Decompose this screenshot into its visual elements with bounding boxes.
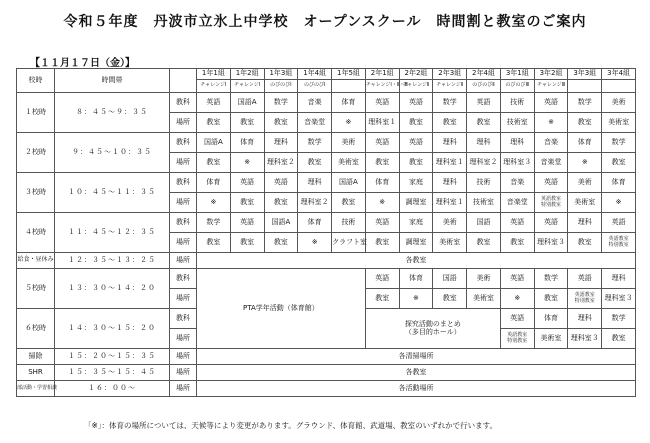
subject-cell: 美術 [467,269,501,289]
place-cell [534,193,568,213]
place-cell: 技術室 [500,113,534,133]
header-blank [170,69,197,93]
subject-cell: 理科 [602,269,636,289]
place-cell: ※ [399,289,433,309]
class-note: のびのびⅠ [264,80,298,93]
place-cell: 教室 [433,289,467,309]
subject-cell: 英語 [230,213,264,233]
place-cell: ※ [230,153,264,173]
subject-cell: 英語 [197,93,231,113]
class-header: 1年3組 [264,69,298,80]
place-cell: 教室 [399,113,433,133]
table-row [17,253,636,269]
club-time: １６：００～ [55,381,170,397]
row-label-place: 場所 [170,329,197,349]
row-label-place: 場所 [170,289,197,309]
shr-place: 各教室 [197,365,636,381]
subject-cell: 英語 [568,269,602,289]
class-header: 1年5組 [332,69,366,80]
subject-cell: 理科 [433,173,467,193]
subject-cell: 数学 [602,309,636,329]
place-line: 英語教室 [507,332,528,338]
subject-cell: 数学 [264,93,298,113]
class-header: 3年4組 [602,69,636,80]
place-cell: ※ [568,153,602,173]
place-line: 英語教室 [608,236,629,242]
subject-cell: 音楽 [298,93,332,113]
place-cell: 美術室 [433,233,467,253]
subject-cell: 英語 [534,173,568,193]
subject-cell: 美術 [332,133,366,153]
place-cell: 教室 [399,153,433,173]
place-cell: ※ [602,193,636,213]
lunch-time: １２：３５～１３：２５ [55,253,170,269]
row-label-subject: 教科 [170,93,197,113]
row-label-place: 場所 [170,381,197,397]
row-label-place: 場所 [170,233,197,253]
row-label-place: 場所 [170,253,197,269]
subject-cell: 数学 [433,93,467,113]
place-cell: クラフト室 [332,233,366,253]
date-label: 【１１月１７日（金）】 [30,58,135,69]
period-name: ３校時 [17,173,55,213]
header-time: 時間帯 [55,69,170,93]
table-row [17,381,636,397]
place-cell: 理科室２ [467,153,501,173]
place-cell: ※ [365,193,399,213]
cleaning-name: 掃除 [17,349,55,365]
class-note [602,80,636,93]
class-header: 3年1組 [500,69,534,80]
place-cell: 調理室 [399,193,433,213]
footnote: 「※」：体育の場所については、天候等により変更があります。グラウンド、体育館、武道場、教室のいずれかで行います。 [84,421,498,430]
place-cell: 理科室３ [534,233,568,253]
table-row [17,269,636,289]
subject-cell: 体育 [298,213,332,233]
period-name: ２校時 [17,133,55,173]
row-label-subject: 教科 [170,133,197,153]
pta-activity: PTA学年活動（体育館） [197,269,366,349]
subject-cell: 技術 [467,173,501,193]
class-header: 2年2組 [399,69,433,80]
subject-cell: 英語 [534,93,568,113]
subject-cell: 数学 [197,213,231,233]
table-row [17,213,636,233]
subject-cell: 家庭 [399,173,433,193]
class-header: 3年2組 [534,69,568,80]
place-cell: 教室 [230,113,264,133]
place-cell: 教室 [365,233,399,253]
place-cell: 教室 [197,113,231,133]
class-header: 1年1組 [197,69,231,80]
place-cell: 音楽堂 [500,193,534,213]
place-cell: 教室 [568,233,602,253]
subject-cell: 国語 [433,269,467,289]
subject-cell: 美術 [433,213,467,233]
place-cell [568,289,602,309]
row-label-subject: 教科 [170,173,197,193]
subject-cell: 音楽 [500,173,534,193]
subject-cell: 美術 [602,93,636,113]
subject-cell: 音楽 [534,133,568,153]
subject-cell: 英語 [399,93,433,113]
row-label-place: 場所 [170,193,197,213]
subject-cell: 英語 [365,93,399,113]
class-header: 2年1組 [365,69,399,80]
place-cell: ※ [534,113,568,133]
place-cell: 理科室１ [433,153,467,173]
place-cell: 教室 [534,289,568,309]
place-cell: 教室 [230,233,264,253]
place-cell: 教室 [197,233,231,253]
period-time: １３：３０～１４：２０ [55,269,170,309]
timetable [16,68,636,397]
table-row [17,365,636,381]
place-line: 特別教室 [507,337,528,344]
table-row [17,69,636,80]
class-note: のびのびⅠ [298,80,332,93]
place-cell: 理科室３ [500,153,534,173]
subject-cell: 英語 [365,213,399,233]
period-name: ４校時 [17,213,55,253]
place-line: 特別教室 [541,201,562,208]
shr-time: １５：３５～１５：４５ [55,365,170,381]
place-cell: 美術室 [332,153,366,173]
place-line: 特別教室 [574,297,595,304]
place-cell: 理科室３ [602,289,636,309]
place-cell: 理科室１ [365,113,399,133]
class-note: チャレンジⅡ [433,80,467,93]
place-cell: 教室 [365,153,399,173]
shr-name: SHR [17,365,55,381]
class-note: チャレンジⅢ [534,80,568,93]
subject-cell: 美術 [568,173,602,193]
subject-cell: 数学 [602,133,636,153]
class-note: チャレンジⅡ [399,80,433,93]
subject-cell: 国語A [230,93,264,113]
place-cell: 教室 [365,289,399,309]
place-cell: 調理室 [399,233,433,253]
club-name: 部活動・学習相談 [17,381,55,397]
place-cell: 美術室 [467,289,501,309]
place-cell: 教室 [602,329,636,349]
place-cell: 理科室１ [433,193,467,213]
period-name: ６校時 [17,309,55,349]
place-cell: ※ [332,113,366,133]
subject-cell: 理科 [500,133,534,153]
period-time: １４：３０～１５：２０ [55,309,170,349]
period-time: ８：４５～９：３５ [55,93,170,133]
subject-cell: 体育 [332,93,366,113]
class-note: のびのびⅡ [467,80,501,93]
place-cell: 教室 [264,113,298,133]
period-time: １０：４５～１１：３５ [55,173,170,213]
place-cell: ※ [298,233,332,253]
place-cell: 音楽堂 [298,113,332,133]
subject-cell: 国語A [332,173,366,193]
row-label-place: 場所 [170,153,197,173]
place-cell: ※ [500,289,534,309]
place-cell: 美術室 [534,329,568,349]
class-header: 1年4組 [298,69,332,80]
subject-cell: 数学 [568,93,602,113]
place-cell [602,233,636,253]
class-header: 3年3組 [568,69,602,80]
subject-cell: 技術 [500,93,534,113]
place-cell: 理科室２ [264,153,298,173]
subject-cell: 理科 [433,133,467,153]
place-cell: 美術室 [568,193,602,213]
subject-cell: 理科 [568,213,602,233]
subject-cell: 英語 [365,269,399,289]
subject-cell: 体育 [568,133,602,153]
place-cell: 理科室２ [298,193,332,213]
subject-cell: 英語 [500,269,534,289]
club-place: 各活動場所 [197,381,636,397]
place-cell: 教室 [500,233,534,253]
header-period: 校時 [17,69,55,93]
place-cell: 教室 [264,233,298,253]
row-label-place: 場所 [170,113,197,133]
place-cell: 教室 [264,193,298,213]
page-title: 令和５年度 丹波市立氷上中学校 オープンスクール 時間割と教室のご案内 [63,14,587,30]
table-row [17,173,636,193]
subject-cell: 国語A [197,133,231,153]
place-cell: 教室 [298,153,332,173]
place-line: 英語教室 [574,292,595,298]
class-note: チャレンジⅠ・Ⅱ・Ⅲ [365,80,399,93]
inquiry-summary [365,309,500,349]
place-line: 英語教室 [541,196,562,202]
cleaning-time: １５：２０～１５：３５ [55,349,170,365]
subject-cell: 数学 [534,269,568,289]
subject-cell: 国語 [467,213,501,233]
subject-cell: 体育 [197,173,231,193]
period-name: ５校時 [17,269,55,309]
row-label-place: 場所 [170,349,197,365]
row-label-subject: 教科 [170,309,197,329]
place-cell: 理科室３ [568,329,602,349]
place-cell: 教室 [197,153,231,173]
row-label-subject: 教科 [170,213,197,233]
row-label-subject: 教科 [170,269,197,289]
place-cell: 教室 [332,193,366,213]
class-header: 2年3組 [433,69,467,80]
subject-cell: 英語 [230,173,264,193]
place-line: 特別教室 [608,241,629,248]
subject-cell: 英語 [264,173,298,193]
subject-cell: 英語 [500,213,534,233]
inquiry-summary-line: 探究活動のまとめ [404,319,461,328]
period-time: １１：４５～１２：３５ [55,213,170,253]
subject-cell: 理科 [568,309,602,329]
place-cell [500,329,534,349]
subject-cell: 体育 [602,173,636,193]
inquiry-summary-line: （多目的ホール） [404,327,461,336]
place-cell: 教室 [602,153,636,173]
subject-cell: 英語 [365,133,399,153]
place-cell: 教室 [230,193,264,213]
subject-cell: 英語 [602,213,636,233]
class-note: のびのびⅢ [500,80,534,93]
place-cell: 技術室 [467,193,501,213]
subject-cell: 英語 [467,93,501,113]
subject-cell: 体育 [230,133,264,153]
subject-cell: 体育 [365,173,399,193]
lunch-name: 給食・昼休み [17,253,55,269]
class-note [568,80,602,93]
place-cell: 教室 [568,113,602,133]
subject-cell: 英語 [399,133,433,153]
place-cell: 美術室 [602,113,636,133]
class-note: チャレンジⅠ [230,80,264,93]
row-label-place: 場所 [170,365,197,381]
subject-cell: 理科 [264,133,298,153]
place-cell: 音楽堂 [534,153,568,173]
subject-cell: 英語 [534,213,568,233]
subject-cell: 理科 [298,173,332,193]
place-cell: 教室 [467,113,501,133]
subject-cell: 体育 [534,309,568,329]
cleaning-place: 各清掃場所 [197,349,636,365]
class-header: 1年2組 [230,69,264,80]
table-row [17,93,636,113]
subject-cell: 技術 [332,213,366,233]
class-header: 2年4組 [467,69,501,80]
period-time: ９：４５～１０：３５ [55,133,170,173]
place-cell: 教室 [467,233,501,253]
subject-cell: 理科 [467,133,501,153]
lunch-place: 各教室 [197,253,636,269]
table-row [17,349,636,365]
subject-cell: 体育 [399,269,433,289]
place-cell: 教室 [433,113,467,133]
subject-cell: 国語A [264,213,298,233]
place-cell: ※ [197,193,231,213]
subject-cell: 英語 [500,309,534,329]
table-row [17,133,636,153]
period-name: １校時 [17,93,55,133]
class-note: チャレンジⅠ [197,80,231,93]
subject-cell: 家庭 [399,213,433,233]
subject-cell: 数学 [298,133,332,153]
class-note [332,80,366,93]
